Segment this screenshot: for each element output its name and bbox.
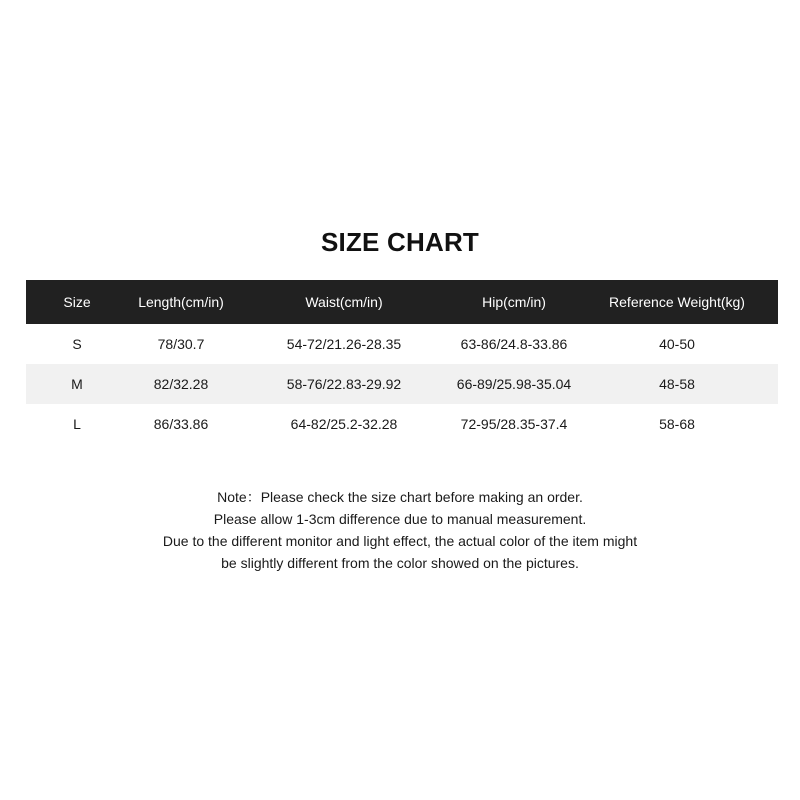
cell-size: M	[71, 376, 83, 392]
note-line: Please allow 1-3cm difference due to manual measurement.	[213, 511, 587, 527]
cell-length: 86/33.86	[153, 416, 209, 432]
table-row-s	[26, 324, 778, 364]
note-line: Note：Please check the size chart before making an order.	[217, 489, 583, 505]
note-line: Due to the different monitor and light effect, the actual color of the item might	[162, 533, 638, 549]
cell-size: L	[73, 416, 81, 432]
note-line: be slightly different from the color showed on the pictures.	[221, 555, 579, 571]
header-hip: Hip(cm/in)	[482, 294, 546, 310]
size-chart-table	[26, 280, 778, 444]
size-note	[0, 486, 800, 574]
cell-reference-weight: 40-50	[659, 336, 695, 352]
cell-waist: 54-72/21.26-28.35	[286, 336, 402, 352]
cell-hip: 66-89/25.98-35.04	[456, 376, 572, 392]
cell-length: 82/32.28	[153, 376, 209, 392]
cell-reference-weight: 58-68	[659, 416, 695, 432]
page-title: SIZE CHART	[321, 227, 479, 257]
cell-hip: 63-86/24.8-33.86	[460, 336, 568, 352]
cell-waist: 58-76/22.83-29.92	[286, 376, 402, 392]
table-header-row	[26, 280, 778, 324]
table-row-m	[26, 364, 778, 404]
header-reference-weight: Reference Weight(kg)	[609, 294, 745, 310]
header-waist: Waist(cm/in)	[305, 294, 383, 310]
cell-size: S	[72, 336, 82, 352]
table-row-l	[26, 404, 778, 444]
header-size: Size	[63, 294, 91, 310]
cell-waist: 64-82/25.2-32.28	[290, 416, 398, 432]
cell-hip: 72-95/28.35-37.4	[460, 416, 568, 432]
cell-reference-weight: 48-58	[659, 376, 695, 392]
header-length: Length(cm/in)	[138, 294, 224, 310]
cell-length: 78/30.7	[157, 336, 205, 352]
